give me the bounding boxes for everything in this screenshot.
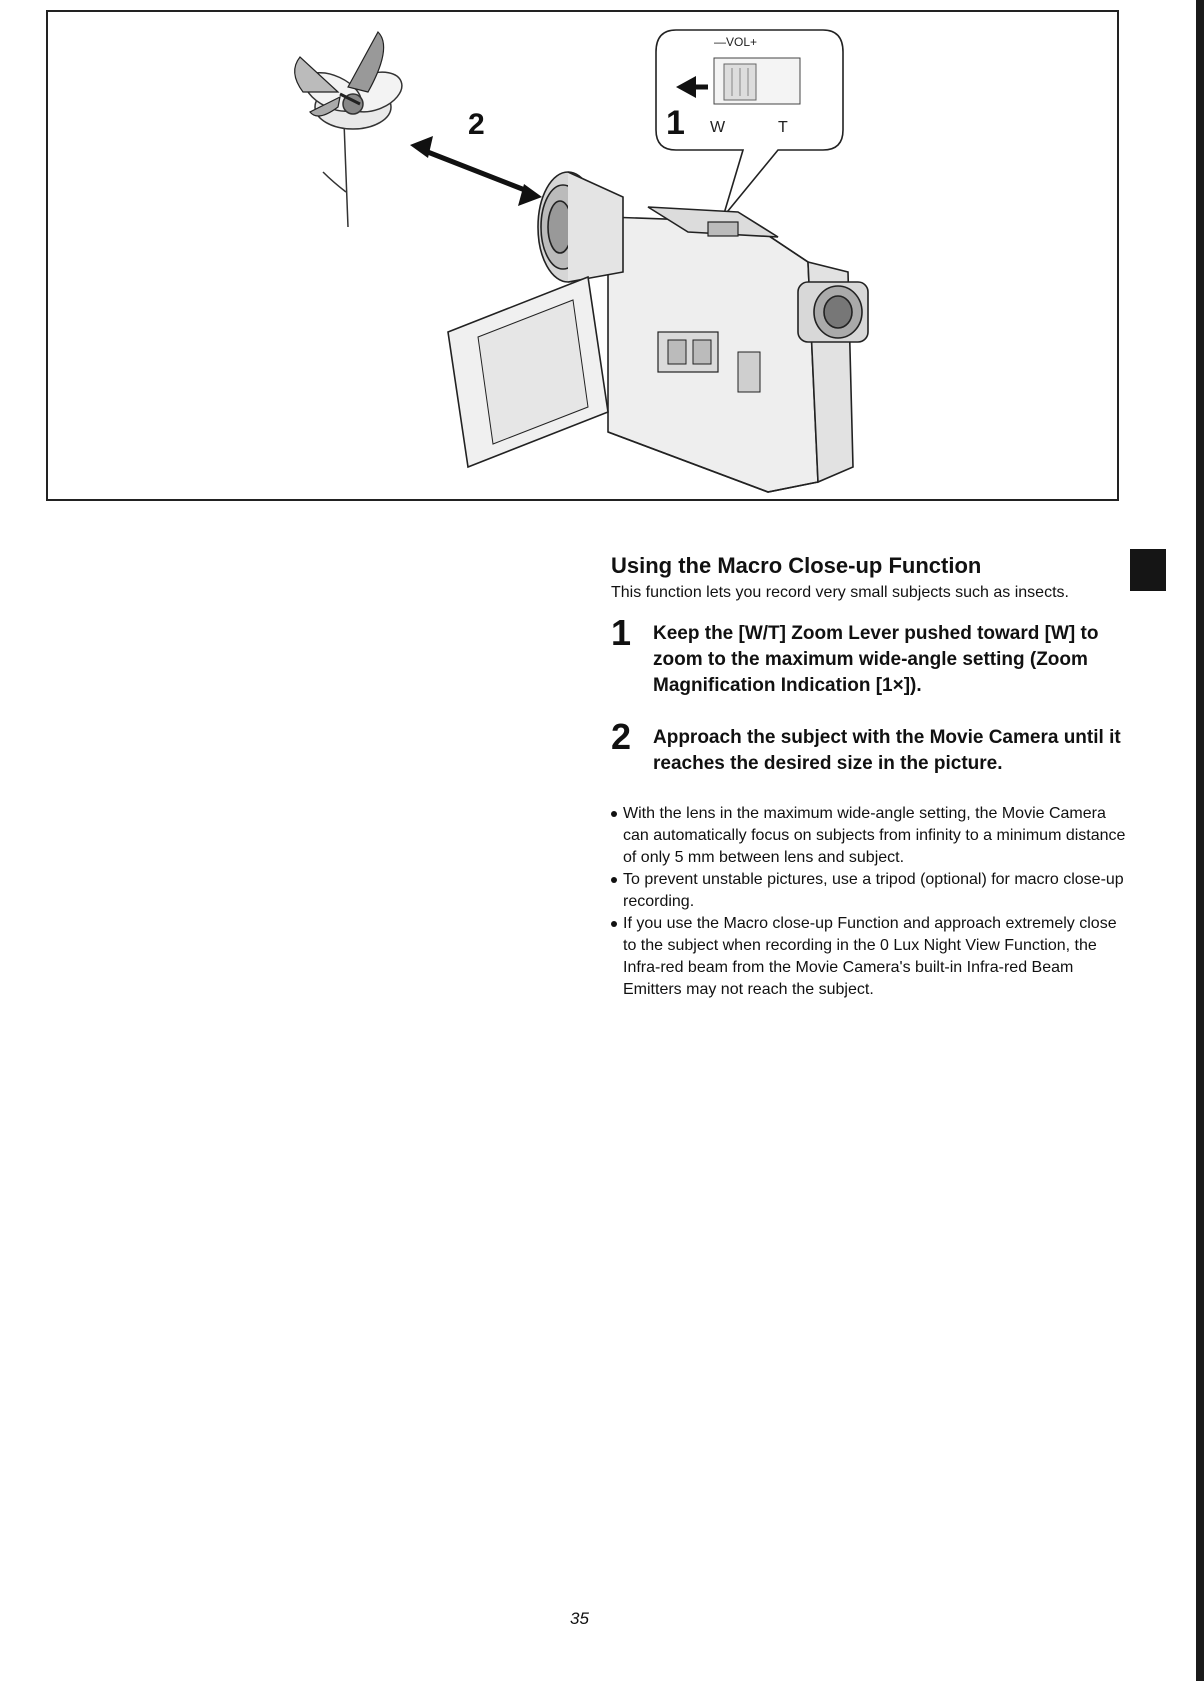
step-item xyxy=(611,716,1123,777)
note-item: To prevent unstable pictures, use a tripod (optional) for macro close-up recording. xyxy=(611,869,1127,913)
section-tab-marker xyxy=(1130,549,1166,591)
distance-arrow-icon xyxy=(410,108,542,206)
lever-w-label: W xyxy=(710,119,726,136)
lever-t-label: T xyxy=(778,119,788,136)
instructions-content xyxy=(611,552,1126,1001)
section-title: Using the Macro Close-up Function xyxy=(611,553,982,578)
arrow-step-number: 2 xyxy=(468,108,485,141)
step-number: 2 xyxy=(611,716,632,757)
section-intro: This function lets you record very small subjects such as insects. xyxy=(611,584,1069,601)
zoom-lever-callout xyxy=(656,30,843,217)
note-item: If you use the Macro close-up Function and approach extremely close to the subject when recording in the 0 Lux Night View Function, the Infra-red beam from the Movie Camera's built-in Infra-red Beam Emitters may not reach the subject. xyxy=(611,913,1127,1001)
illustration-figure xyxy=(46,10,1119,501)
page-number: 35 xyxy=(570,1609,589,1628)
camera-illustration xyxy=(48,12,1117,499)
step-item xyxy=(611,612,1123,699)
step-text: Keep the [W/T] Zoom Lever pushed toward [W] to zoom to the maximum wide-angle setting (Zoom Magnification Indication [1×]). xyxy=(653,623,1099,696)
camcorder-icon xyxy=(448,172,868,492)
notes-list xyxy=(611,803,1126,1001)
step-text: Approach the subject with the Movie Camera until it reaches the desired size in the picture. xyxy=(653,727,1121,774)
vol-label: —VOL+ xyxy=(714,35,758,49)
callout-step-number: 1 xyxy=(666,104,685,142)
note-item: With the lens in the maximum wide-angle setting, the Movie Camera can automatically focus on subjects from infinity to a minimum distance of only 5 mm between lens and subject. xyxy=(611,803,1127,869)
step-number: 1 xyxy=(611,612,632,653)
page-edge-bar xyxy=(1196,0,1204,1681)
